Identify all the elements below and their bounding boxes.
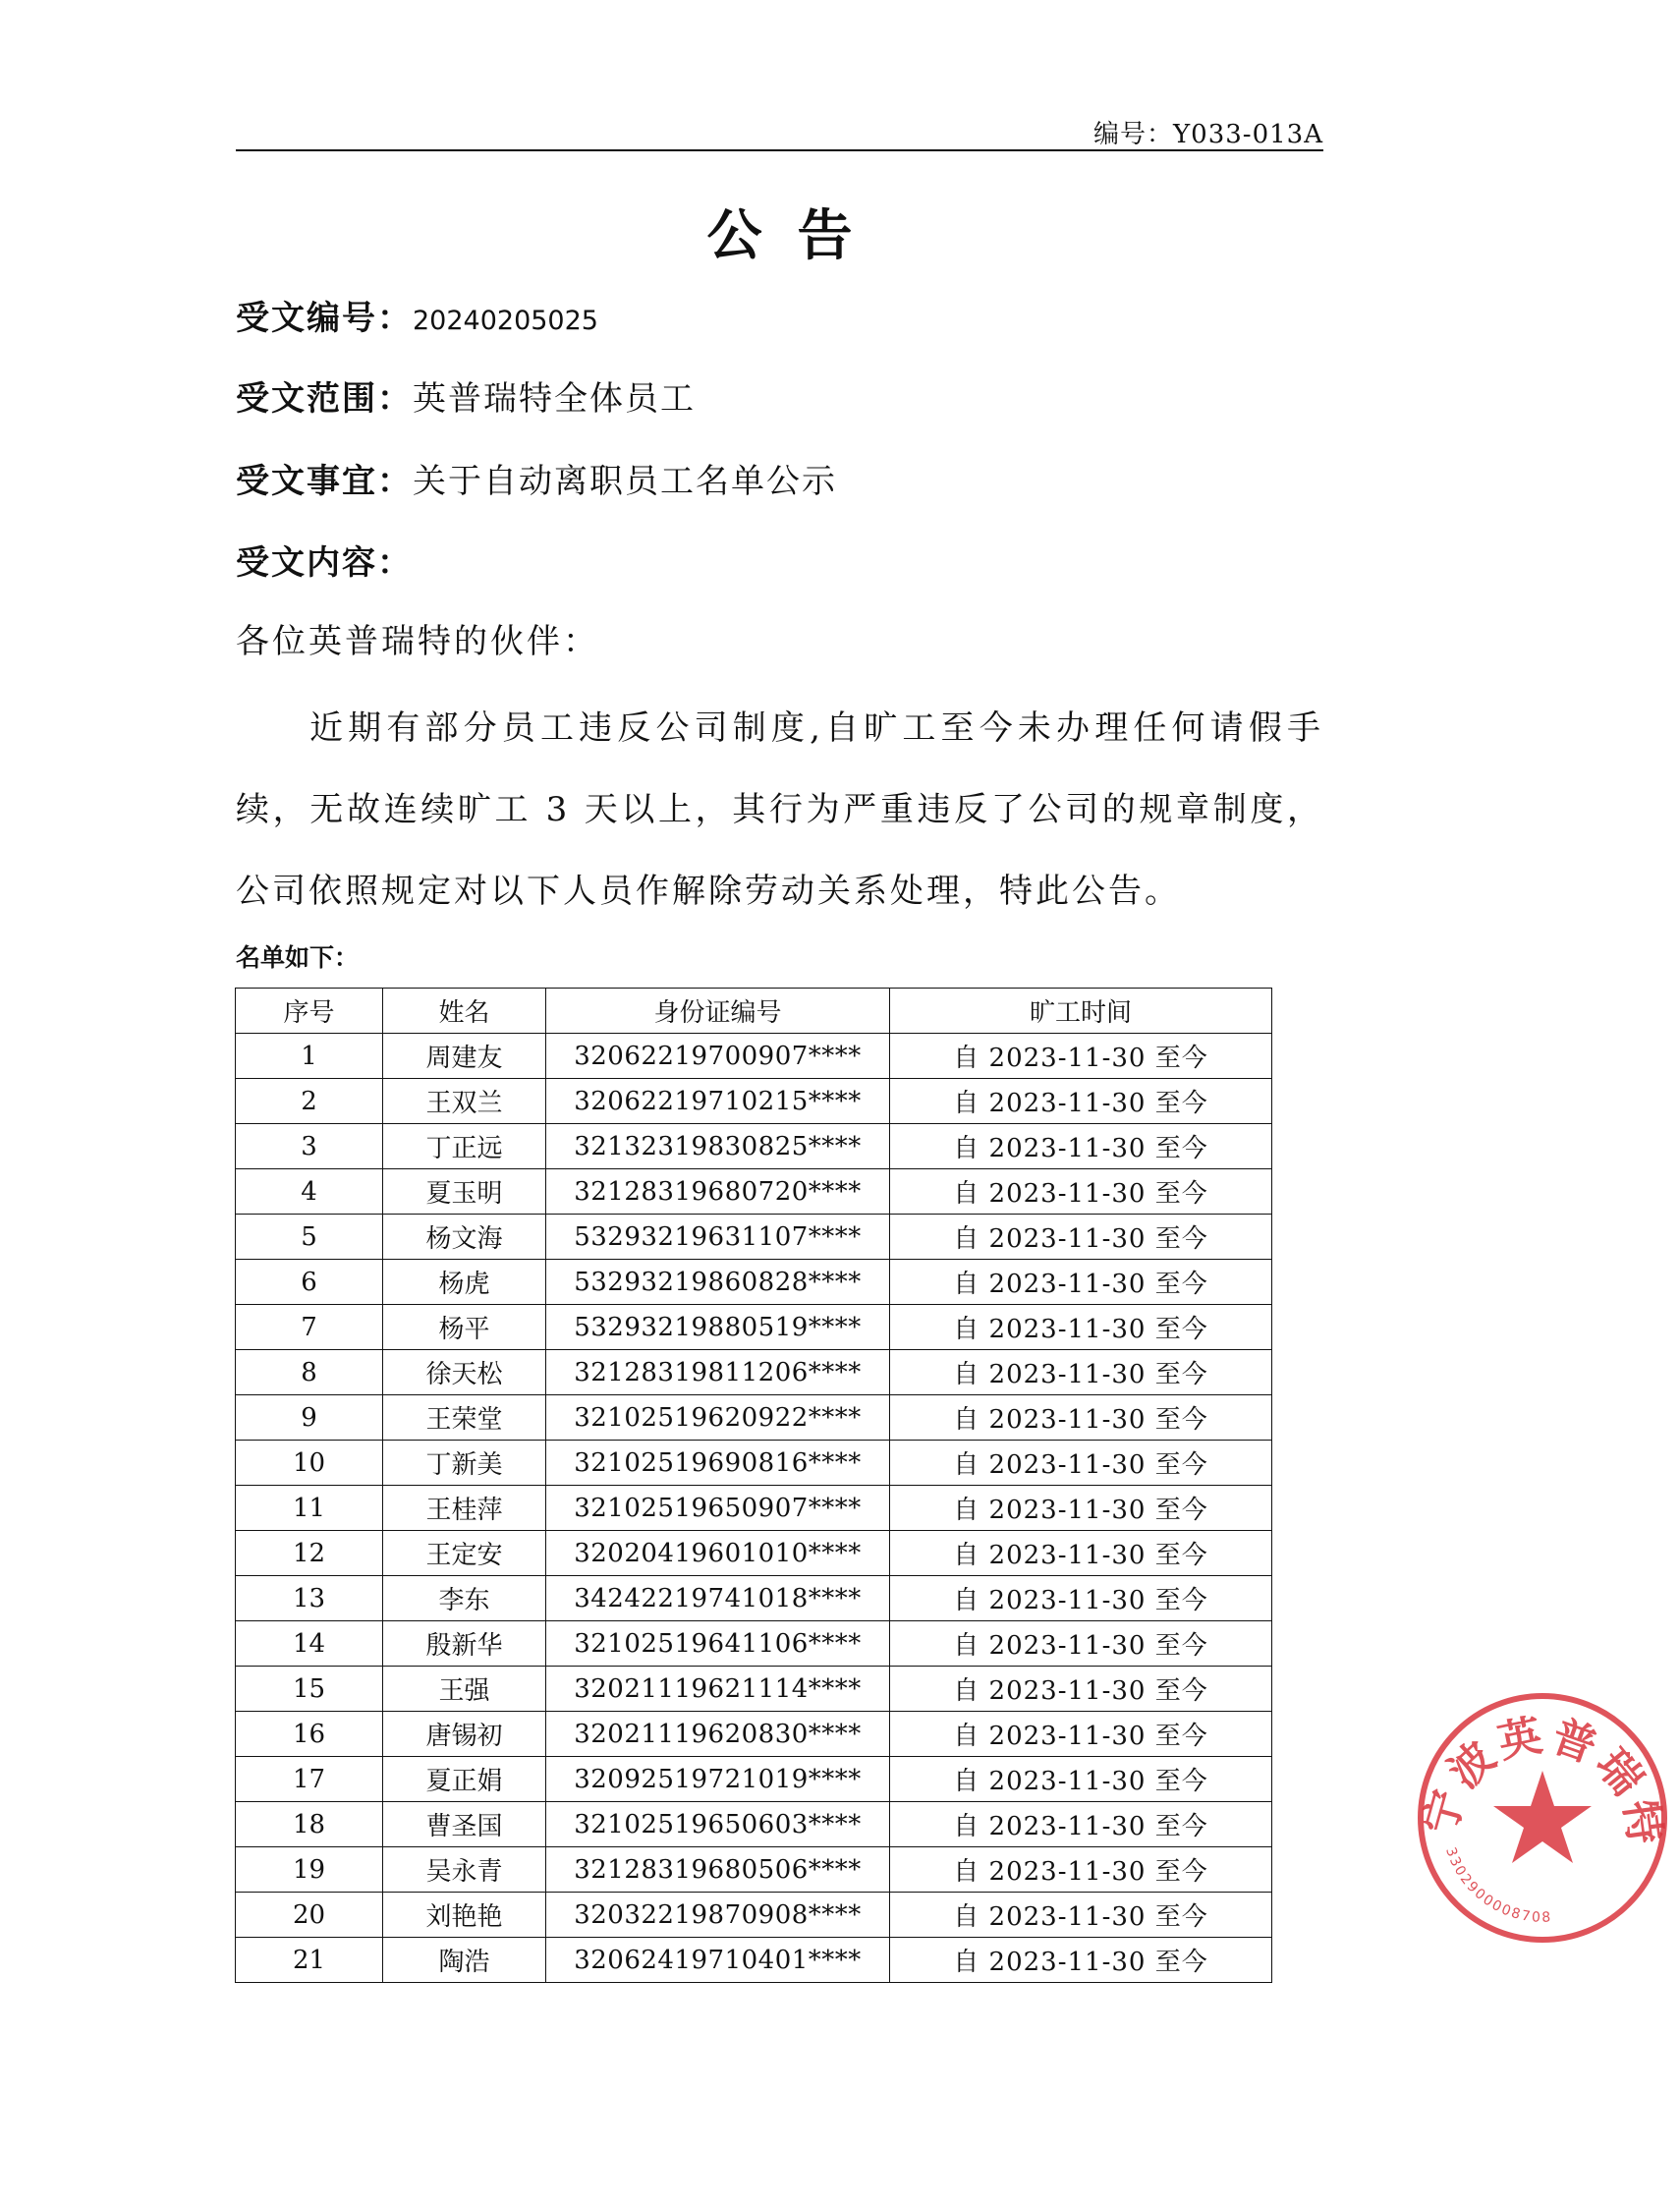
row-name: 刘艳艳 <box>383 1893 546 1938</box>
company-seal <box>1405 1680 1680 1955</box>
table-row <box>236 1531 1272 1576</box>
table-row <box>236 1215 1272 1260</box>
table-row <box>236 1305 1272 1350</box>
row-index: 21 <box>236 1938 383 1983</box>
row-name: 王桂萍 <box>383 1486 546 1531</box>
field-scope <box>236 371 696 420</box>
header-id-number: 身份证编号 <box>546 989 890 1034</box>
row-name: 曹圣国 <box>383 1802 546 1847</box>
field-content <box>236 536 413 584</box>
row-name: 杨虎 <box>383 1260 546 1305</box>
table-row <box>236 1893 1272 1938</box>
table-row <box>236 1350 1272 1395</box>
row-name: 丁正远 <box>383 1124 546 1169</box>
header-divider <box>236 149 1323 151</box>
table-row <box>236 1486 1272 1531</box>
field-label: 受文事宜： <box>236 462 413 501</box>
row-id-number: 32128319680506**** <box>546 1847 890 1893</box>
row-name: 唐锡初 <box>383 1712 546 1757</box>
field-doc-no <box>236 291 598 339</box>
row-absence-period: 自 2023-11-30 至今 <box>890 1169 1272 1215</box>
row-index: 3 <box>236 1124 383 1169</box>
staff-table <box>235 988 1272 1983</box>
row-name: 杨平 <box>383 1305 546 1350</box>
row-name: 夏玉明 <box>383 1169 546 1215</box>
table-row <box>236 1667 1272 1712</box>
table-header-row <box>236 989 1272 1034</box>
table-row <box>236 1441 1272 1486</box>
row-id-number: 32132319830825**** <box>546 1124 890 1169</box>
row-index: 4 <box>236 1169 383 1215</box>
table-row <box>236 1938 1272 1983</box>
row-index: 5 <box>236 1215 383 1260</box>
row-absence-period: 自 2023-11-30 至今 <box>890 1350 1272 1395</box>
row-index: 13 <box>236 1576 383 1621</box>
row-id-number: 32102519650907**** <box>546 1486 890 1531</box>
row-name: 夏正娟 <box>383 1757 546 1802</box>
table-row <box>236 1395 1272 1441</box>
row-id-number: 32128319811206**** <box>546 1350 890 1395</box>
field-value: 英普瑞特全体员工 <box>413 379 696 419</box>
table-row <box>236 1712 1272 1757</box>
row-name: 杨文海 <box>383 1215 546 1260</box>
row-index: 7 <box>236 1305 383 1350</box>
table-row <box>236 1757 1272 1802</box>
seal-text: 宁波英普瑞特 <box>1415 1709 1671 1851</box>
row-absence-period: 自 2023-11-30 至今 <box>890 1938 1272 1983</box>
row-id-number: 32062219700907**** <box>546 1034 890 1079</box>
row-name: 陶浩 <box>383 1938 546 1983</box>
row-absence-period: 自 2023-11-30 至今 <box>890 1667 1272 1712</box>
row-absence-period: 自 2023-11-30 至今 <box>890 1305 1272 1350</box>
table-row <box>236 1260 1272 1305</box>
row-absence-period: 自 2023-11-30 至今 <box>890 1576 1272 1621</box>
row-name: 丁新美 <box>383 1441 546 1486</box>
row-name: 殷新华 <box>383 1621 546 1667</box>
row-absence-period: 自 2023-11-30 至今 <box>890 1712 1272 1757</box>
header-index: 序号 <box>236 989 383 1034</box>
row-index: 12 <box>236 1531 383 1576</box>
field-label: 受文编号： <box>236 299 413 338</box>
document-number: 编号：Y033-013A <box>1093 120 1323 149</box>
list-title: 名单如下： <box>236 943 360 972</box>
row-absence-period: 自 2023-11-30 至今 <box>890 1802 1272 1847</box>
table-row <box>236 1079 1272 1124</box>
field-subject <box>236 454 837 502</box>
row-id-number: 32128319680720**** <box>546 1169 890 1215</box>
row-id-number: 32102519650603**** <box>546 1802 890 1847</box>
table-row <box>236 1621 1272 1667</box>
header-absence-period: 旷工时间 <box>890 989 1272 1034</box>
row-index: 2 <box>236 1079 383 1124</box>
row-index: 16 <box>236 1712 383 1757</box>
row-absence-period: 自 2023-11-30 至今 <box>890 1893 1272 1938</box>
table-row <box>236 1124 1272 1169</box>
row-name: 李东 <box>383 1576 546 1621</box>
row-absence-period: 自 2023-11-30 至今 <box>890 1395 1272 1441</box>
row-absence-period: 自 2023-11-30 至今 <box>890 1621 1272 1667</box>
row-id-number: 32092519721019**** <box>546 1757 890 1802</box>
page-title: 公告 <box>706 203 888 268</box>
row-absence-period: 自 2023-11-30 至今 <box>890 1441 1272 1486</box>
greeting: 各位英普瑞特的伙伴： <box>236 622 599 661</box>
row-id-number: 32021119620830**** <box>546 1712 890 1757</box>
row-name: 王双兰 <box>383 1079 546 1124</box>
row-name: 吴永青 <box>383 1847 546 1893</box>
row-index: 6 <box>236 1260 383 1305</box>
row-name: 王定安 <box>383 1531 546 1576</box>
row-absence-period: 自 2023-11-30 至今 <box>890 1847 1272 1893</box>
row-id-number: 32032219870908**** <box>546 1893 890 1938</box>
row-name: 王强 <box>383 1667 546 1712</box>
row-index: 10 <box>236 1441 383 1486</box>
row-id-number: 32102519641106**** <box>546 1621 890 1667</box>
seal-code: 3302900008708 <box>1442 1845 1553 1926</box>
row-id-number: 34242219741018**** <box>546 1576 890 1621</box>
field-value: 关于自动离职员工名单公示 <box>413 462 837 501</box>
row-index: 1 <box>236 1034 383 1079</box>
table-row <box>236 1847 1272 1893</box>
row-index: 19 <box>236 1847 383 1893</box>
row-absence-period: 自 2023-11-30 至今 <box>890 1531 1272 1576</box>
row-name: 周建友 <box>383 1034 546 1079</box>
svg-text:3302900008708 <box>1442 1845 1553 1926</box>
row-id-number: 53293219860828**** <box>546 1260 890 1305</box>
row-id-number: 32102519690816**** <box>546 1441 890 1486</box>
table-row <box>236 1169 1272 1215</box>
row-index: 14 <box>236 1621 383 1667</box>
row-name: 徐天松 <box>383 1350 546 1395</box>
row-index: 8 <box>236 1350 383 1395</box>
header-name: 姓名 <box>383 989 546 1034</box>
row-id-number: 32062219710215**** <box>546 1079 890 1124</box>
row-index: 15 <box>236 1667 383 1712</box>
table-row <box>236 1802 1272 1847</box>
row-index: 20 <box>236 1893 383 1938</box>
row-index: 17 <box>236 1757 383 1802</box>
row-absence-period: 自 2023-11-30 至今 <box>890 1215 1272 1260</box>
row-absence-period: 自 2023-11-30 至今 <box>890 1079 1272 1124</box>
field-label: 受文内容： <box>236 543 413 583</box>
row-absence-period: 自 2023-11-30 至今 <box>890 1757 1272 1802</box>
row-index: 11 <box>236 1486 383 1531</box>
field-label: 受文范围： <box>236 379 413 419</box>
row-id-number: 32021119621114**** <box>546 1667 890 1712</box>
table-row <box>236 1034 1272 1079</box>
row-absence-period: 自 2023-11-30 至今 <box>890 1124 1272 1169</box>
row-index: 9 <box>236 1395 383 1441</box>
row-id-number: 53293219880519**** <box>546 1305 890 1350</box>
seal-star-icon <box>1493 1771 1592 1863</box>
row-id-number: 32062419710401**** <box>546 1938 890 1983</box>
row-absence-period: 自 2023-11-30 至今 <box>890 1260 1272 1305</box>
body-paragraph: 近期有部分员工违反公司制度,自旷工至今未办理任何请假手续，无故连续旷工 3 天以上，其行为严重违反了公司的规章制度，公司依照规定对以下人员作解除劳动关系处理，特此公告。 <box>236 708 1323 911</box>
field-value: 20240205025 <box>413 306 598 336</box>
row-name: 王荣堂 <box>383 1395 546 1441</box>
row-id-number: 32020419601010**** <box>546 1531 890 1576</box>
row-id-number: 53293219631107**** <box>546 1215 890 1260</box>
row-absence-period: 自 2023-11-30 至今 <box>890 1034 1272 1079</box>
row-index: 18 <box>236 1802 383 1847</box>
row-absence-period: 自 2023-11-30 至今 <box>890 1486 1272 1531</box>
table-row <box>236 1576 1272 1621</box>
row-id-number: 32102519620922**** <box>546 1395 890 1441</box>
